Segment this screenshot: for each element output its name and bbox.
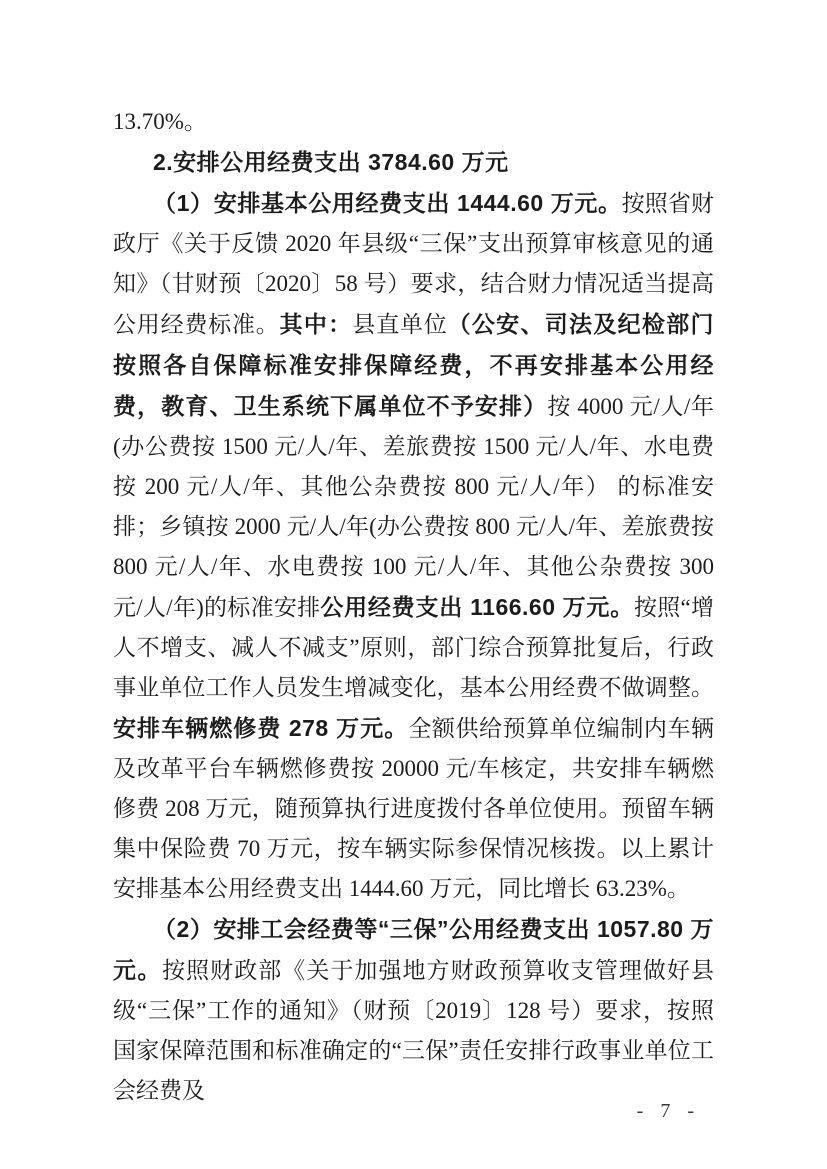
text-run: 按照财政部《关于加强地方财政预算收支管理做好县级“三保”工作的通知》（财预〔2019〕128 号）要求，按照国家保障范围和标准确定的“三保”责任安排行政事业单位工会经费及 bbox=[113, 958, 715, 1103]
text-run-bold: （公安、司法及纪检部门按照各自保障标准安排保障经费，不再安排基本公用经费，教育、卫生系统下属单位不予安排） bbox=[113, 311, 715, 419]
footer-page-number: - 7 - bbox=[636, 1100, 700, 1122]
text-run-bold: （2）安排工会经费等“三保”公用经费支出 1057.80 万元。 bbox=[113, 916, 714, 983]
text-run-bold: 2.安排公用经费支出 3784.60 万元 bbox=[153, 149, 509, 175]
text-run: 按照“增人不增支、减人不减支”原则，部门综合预算批复后，行政事业单位工作人员发生增减变化，基本公用经费不做调整。 bbox=[113, 595, 714, 700]
text-run-bold: 安排车辆燃修费 278 万元。 bbox=[113, 715, 409, 741]
text-run-bold: （1）安排基本公用经费支出 1444.60 万元。 bbox=[153, 190, 622, 216]
text-run-bold: 公用经费支出 1166.60 万元。 bbox=[320, 594, 634, 620]
para-continuation-percent bbox=[113, 102, 714, 142]
para-item-2-union-funds bbox=[113, 909, 714, 1111]
text-run: 按 4000 元/人/年(办公费按 1500 元/人/年、差旅费按 1500 元/人/年、水电费按 200 元/人/年、其他公杂费按 800 元/人/年） 的标准安排；乡镇按 2000 元/人/年(办公费按 800 元/人/年、差旅费按 800 元/人/年、水电费按 100 元/人/年、其他公杂费按 300 元/人/年)的标准安排 bbox=[113, 394, 715, 620]
text-run: 按照省财政厅《关于反馈 2020 年县级“三保”支出预算审核意见的通知》（甘财预〔2020〕58 号）要求，结合财力情况适当提高公用经费标准。 bbox=[113, 191, 715, 337]
para-item-1-basic-public-expense bbox=[113, 183, 714, 909]
text-run: 13.70%。 bbox=[113, 109, 207, 134]
para-heading-public-expense bbox=[113, 142, 714, 183]
text-run: 县直单位 bbox=[352, 312, 448, 337]
text-run-bold: 其中： bbox=[279, 311, 353, 337]
document-text-block bbox=[113, 102, 714, 1111]
text-run: 全额供给预算单位编制内车辆及改革平台车辆燃修费按 20000 元/车核定，共安排车辆燃修费 208 万元，随预算执行进度拨付各单位使用。预留车辆集中保险费 70 万元，按车辆实际参保情况核拨。以上累计安排基本公用经费支出 1444.60 万元，同比增长 63.23%。 bbox=[113, 716, 715, 901]
